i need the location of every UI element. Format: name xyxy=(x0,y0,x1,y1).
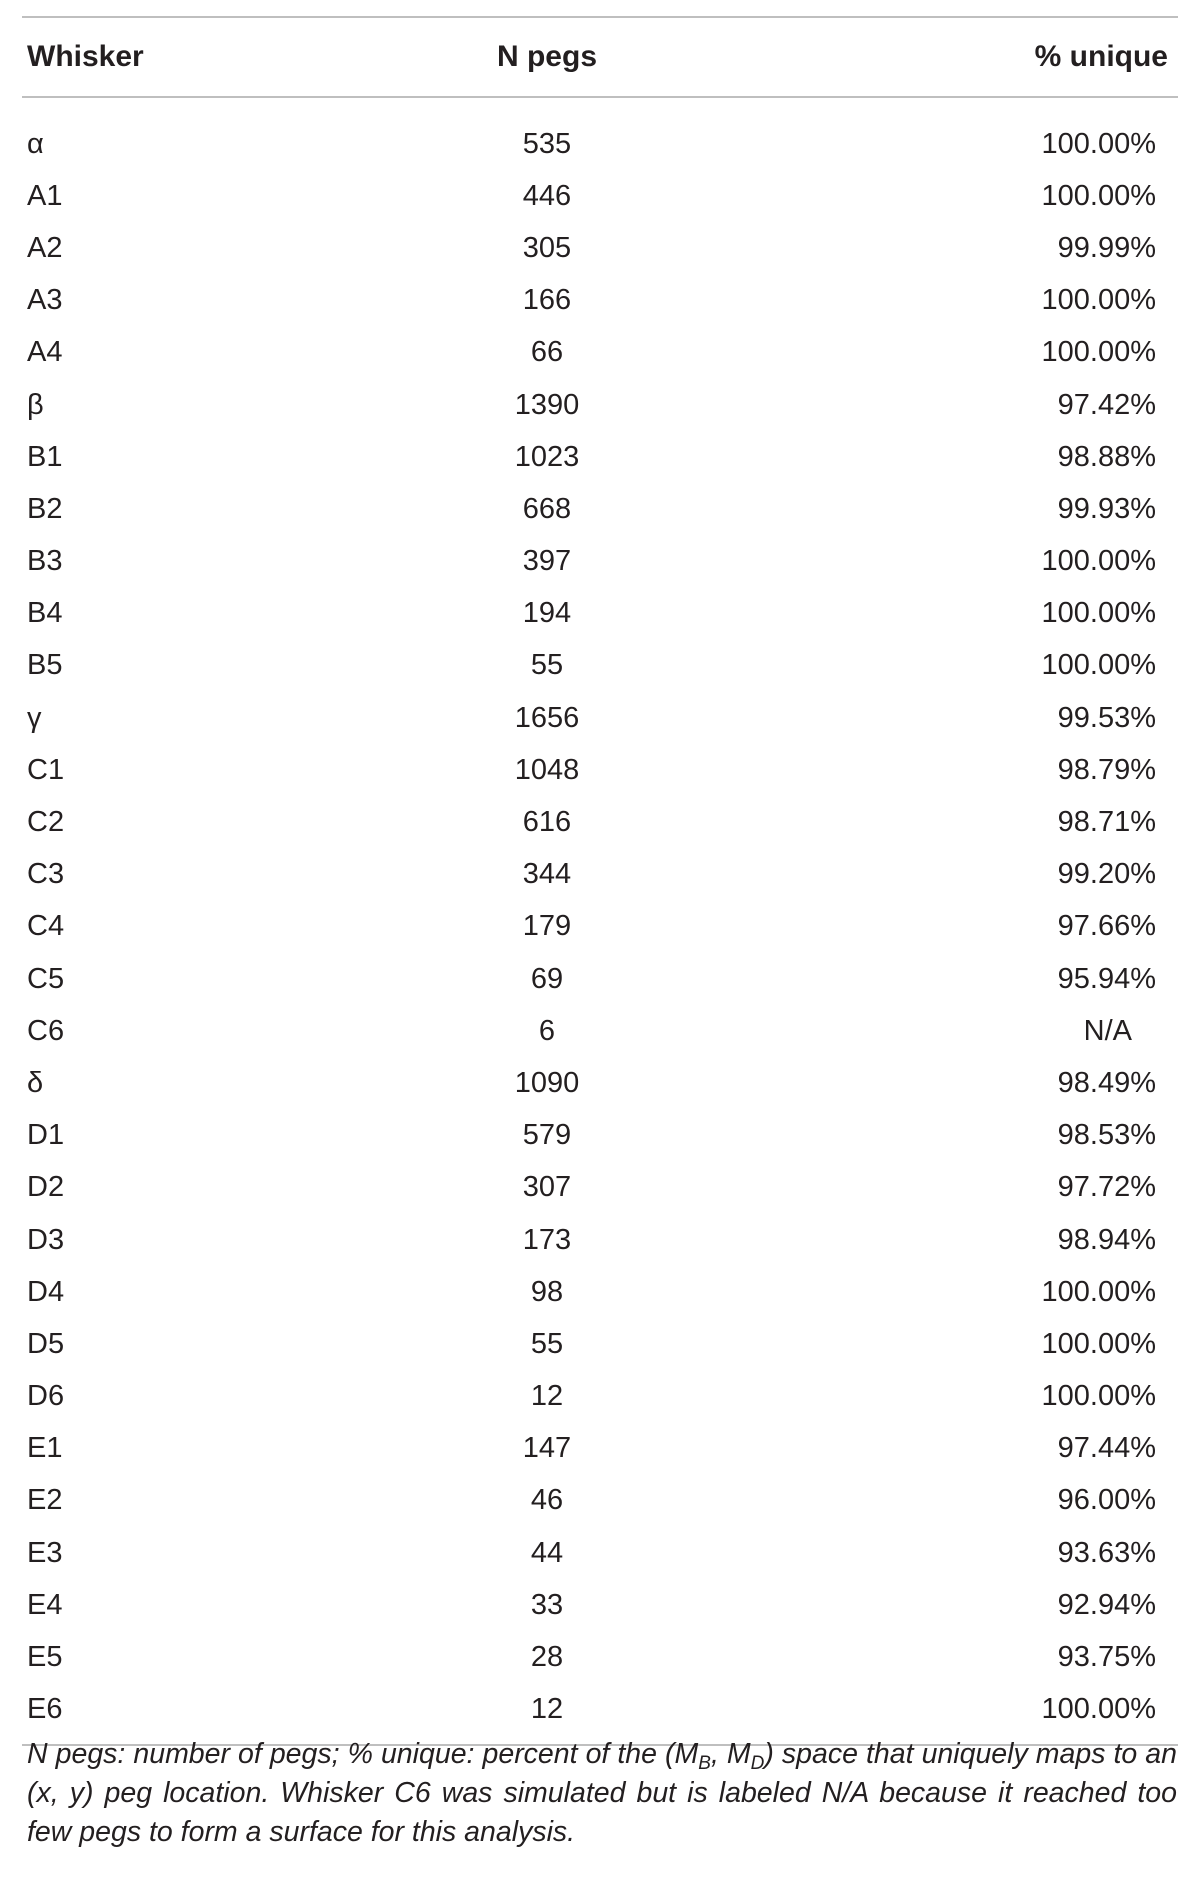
cell-pct-unique: 100.00% xyxy=(1041,1275,1156,1308)
table-row xyxy=(22,588,1178,640)
table-row xyxy=(22,1684,1178,1736)
cell-whisker: C6 xyxy=(27,1014,65,1047)
cell-whisker: δ xyxy=(27,1066,44,1099)
table-row xyxy=(22,1318,1178,1370)
table-row xyxy=(22,431,1178,483)
table-row xyxy=(22,849,1178,901)
cell-whisker: B3 xyxy=(27,545,63,578)
cell-n-pegs: 44 xyxy=(530,1536,564,1569)
cell-n-pegs: 668 xyxy=(522,492,572,525)
cell-pct-unique: 100.00% xyxy=(1041,545,1156,578)
table-row xyxy=(22,118,1178,170)
cell-whisker: C3 xyxy=(27,858,65,891)
table-row xyxy=(22,744,1178,796)
footnote-text-3: ) space that uniquely maps to an (x, y) peg location. Whisker C6 was simulated but is labeled N/A because it reached too few pegs to form a surface for this analysis. xyxy=(27,1738,1177,1848)
cell-whisker: B1 xyxy=(27,440,63,473)
cell-whisker: C2 xyxy=(27,806,65,839)
table-header-row xyxy=(22,18,1178,96)
cell-whisker: E4 xyxy=(27,1588,63,1621)
cell-whisker: A2 xyxy=(27,231,63,264)
cell-pct-unique: 100.00% xyxy=(1041,1693,1156,1726)
cell-pct-unique: 93.63% xyxy=(1057,1536,1156,1569)
table-row xyxy=(22,327,1178,379)
cell-pct-unique: 100.00% xyxy=(1041,1327,1156,1360)
cell-whisker: B4 xyxy=(27,597,63,630)
cell-n-pegs: 1048 xyxy=(514,753,580,786)
footnote-text-2: , M xyxy=(710,1738,751,1770)
cell-n-pegs: 1656 xyxy=(514,701,580,734)
cell-pct-unique: 100.00% xyxy=(1041,597,1156,630)
table-row xyxy=(22,275,1178,327)
cell-whisker: E3 xyxy=(27,1536,63,1569)
cell-n-pegs: 616 xyxy=(522,806,572,839)
cell-n-pegs: 1390 xyxy=(514,388,580,421)
cell-whisker: C5 xyxy=(27,962,65,995)
table-row xyxy=(22,483,1178,535)
cell-pct-unique: 100.00% xyxy=(1041,179,1156,212)
cell-whisker: D5 xyxy=(27,1327,65,1360)
cell-n-pegs: 33 xyxy=(530,1588,564,1621)
table-row xyxy=(22,170,1178,222)
table-row xyxy=(22,1579,1178,1631)
cell-pct-unique: 99.93% xyxy=(1057,492,1156,525)
cell-whisker: E5 xyxy=(27,1641,63,1674)
header-whisker: Whisker xyxy=(27,40,144,73)
cell-whisker: E2 xyxy=(27,1484,63,1517)
table-body xyxy=(22,98,1178,1744)
cell-pct-unique: 98.49% xyxy=(1057,1066,1156,1099)
cell-n-pegs: 305 xyxy=(522,231,572,264)
cell-n-pegs: 535 xyxy=(522,127,572,160)
cell-pct-unique: 100.00% xyxy=(1041,1380,1156,1413)
cell-pct-unique: 98.88% xyxy=(1057,440,1156,473)
table-row xyxy=(22,536,1178,588)
table-row xyxy=(22,1162,1178,1214)
table-row xyxy=(22,1110,1178,1162)
cell-n-pegs: 69 xyxy=(530,962,564,995)
footnote-sub-b: B xyxy=(698,1753,711,1774)
header-n-pegs: N pegs xyxy=(496,40,598,73)
table-row xyxy=(22,796,1178,848)
cell-pct-unique: 93.75% xyxy=(1057,1641,1156,1674)
cell-whisker: B5 xyxy=(27,649,63,682)
cell-pct-unique: 99.99% xyxy=(1057,231,1156,264)
cell-whisker: D3 xyxy=(27,1223,65,1256)
table-row xyxy=(22,1423,1178,1475)
cell-n-pegs: 397 xyxy=(522,545,572,578)
cell-pct-unique: 98.71% xyxy=(1057,806,1156,839)
table-row xyxy=(22,1266,1178,1318)
cell-pct-unique: 99.53% xyxy=(1057,701,1156,734)
cell-n-pegs: 12 xyxy=(530,1380,564,1413)
footnote-sub-d: D xyxy=(750,1753,765,1774)
cell-pct-unique: 100.00% xyxy=(1041,336,1156,369)
cell-whisker: C1 xyxy=(27,753,65,786)
footnote-text-1: N pegs: number of pegs; % unique: percent of the (M xyxy=(27,1738,699,1770)
table-row xyxy=(22,1475,1178,1527)
table-row xyxy=(22,1527,1178,1579)
cell-pct-unique: 98.79% xyxy=(1057,753,1156,786)
cell-whisker: A1 xyxy=(27,179,63,212)
cell-n-pegs: 98 xyxy=(530,1275,564,1308)
cell-pct-unique: 97.66% xyxy=(1057,910,1156,943)
cell-pct-unique: 100.00% xyxy=(1041,649,1156,682)
cell-n-pegs: 46 xyxy=(530,1484,564,1517)
cell-n-pegs: 12 xyxy=(530,1693,564,1726)
cell-n-pegs: 194 xyxy=(522,597,572,630)
cell-pct-unique: 100.00% xyxy=(1041,127,1156,160)
table-row xyxy=(22,901,1178,953)
cell-pct-unique: 98.53% xyxy=(1057,1119,1156,1152)
cell-whisker: A3 xyxy=(27,284,63,317)
data-table xyxy=(22,16,1178,1746)
table-row xyxy=(22,1214,1178,1266)
cell-pct-unique: 98.94% xyxy=(1057,1223,1156,1256)
cell-n-pegs: 147 xyxy=(522,1432,572,1465)
cell-whisker: α xyxy=(27,127,44,160)
table-row xyxy=(22,379,1178,431)
cell-whisker: D1 xyxy=(27,1119,65,1152)
cell-whisker: E6 xyxy=(27,1693,63,1726)
cell-whisker: γ xyxy=(27,701,42,734)
cell-n-pegs: 1090 xyxy=(514,1066,580,1099)
cell-whisker: A4 xyxy=(27,336,63,369)
cell-n-pegs: 66 xyxy=(530,336,564,369)
cell-pct-unique: 95.94% xyxy=(1057,962,1156,995)
table-row xyxy=(22,640,1178,692)
cell-whisker: D2 xyxy=(27,1171,65,1204)
cell-n-pegs: 28 xyxy=(530,1641,564,1674)
cell-pct-unique: 99.20% xyxy=(1057,858,1156,891)
cell-n-pegs: 579 xyxy=(522,1119,572,1152)
cell-whisker: β xyxy=(27,388,44,421)
cell-pct-unique: 97.42% xyxy=(1057,388,1156,421)
cell-n-pegs: 173 xyxy=(522,1223,572,1256)
table-footnote xyxy=(27,1735,1177,1852)
cell-whisker: B2 xyxy=(27,492,63,525)
cell-pct-unique: 97.44% xyxy=(1057,1432,1156,1465)
cell-whisker: D4 xyxy=(27,1275,65,1308)
cell-n-pegs: 166 xyxy=(522,284,572,317)
cell-n-pegs: 307 xyxy=(522,1171,572,1204)
table-row xyxy=(22,1005,1178,1057)
cell-pct-unique: N/A xyxy=(1083,1014,1132,1047)
header-pct-unique: % unique xyxy=(1034,40,1168,73)
cell-whisker: C4 xyxy=(27,910,65,943)
cell-pct-unique: 92.94% xyxy=(1057,1588,1156,1621)
table-row xyxy=(22,953,1178,1005)
cell-n-pegs: 446 xyxy=(522,179,572,212)
table-row xyxy=(22,1371,1178,1423)
cell-pct-unique: 97.72% xyxy=(1057,1171,1156,1204)
table-row xyxy=(22,222,1178,274)
cell-n-pegs: 55 xyxy=(530,1327,564,1360)
table-row xyxy=(22,692,1178,744)
table-row xyxy=(22,1631,1178,1683)
cell-whisker: D6 xyxy=(27,1380,65,1413)
cell-whisker: E1 xyxy=(27,1432,63,1465)
cell-n-pegs: 179 xyxy=(522,910,572,943)
cell-pct-unique: 96.00% xyxy=(1057,1484,1156,1517)
cell-n-pegs: 55 xyxy=(530,649,564,682)
cell-n-pegs: 1023 xyxy=(514,440,580,473)
table-row xyxy=(22,1057,1178,1109)
cell-n-pegs: 344 xyxy=(522,858,572,891)
cell-n-pegs: 6 xyxy=(538,1014,556,1047)
cell-pct-unique: 100.00% xyxy=(1041,284,1156,317)
